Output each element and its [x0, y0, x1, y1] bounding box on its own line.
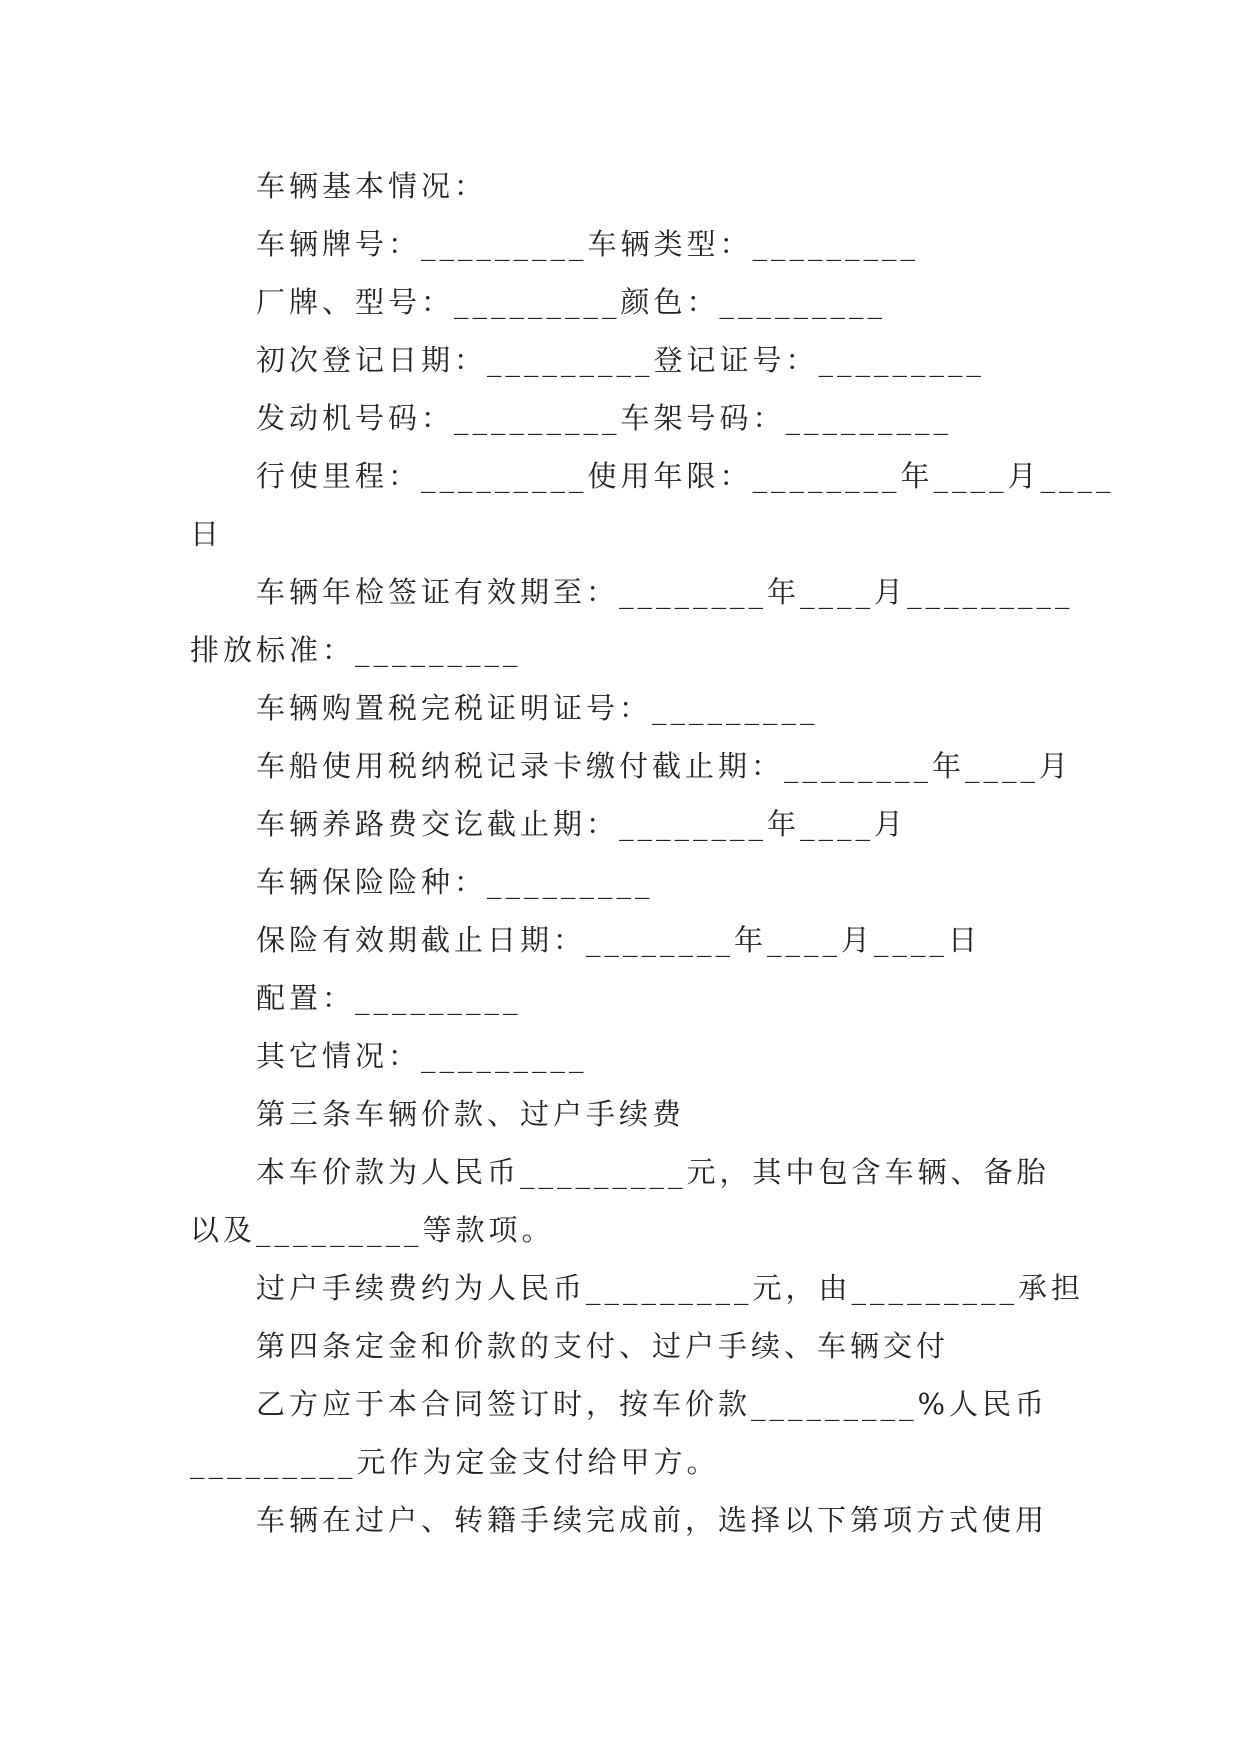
field-road-maintenance-fee: 车辆养路费交讫截止期：________年____月 [256, 807, 908, 841]
article-four-heading: 第四条定金和价款的支付、过户手续、车辆交付 [256, 1329, 950, 1363]
clause-deposit-continuation: _________元作为定金支付给甲方。 [190, 1445, 720, 1479]
clause-transfer-fee: 过户手续费约为人民币_________元，由_________承担 [256, 1271, 1085, 1305]
field-registration-date-and-number: 初次登记日期：_________登记证号：_________ [256, 343, 986, 377]
field-purchase-tax-certificate: 车辆购置税完税证明证号：_________ [256, 691, 819, 725]
field-plate-and-type: 车辆牌号：_________车辆类型：_________ [256, 227, 920, 261]
field-brand-and-color: 厂牌、型号：_________颜色：_________ [256, 285, 887, 319]
field-emission-standard: 排放标准：_________ [190, 633, 522, 667]
contract-body [190, 157, 1115, 1549]
section-heading-vehicle-info: 车辆基本情况： [256, 169, 488, 203]
field-mileage-and-service-life: 行使里程：_________使用年限：________年____月____ [256, 459, 1115, 493]
clause-vehicle-price: 本车价款为人民币_________元，其中包含车辆、备胎 [256, 1155, 1050, 1189]
field-annual-inspection: 车辆年检签证有效期至：________年____月_________ [256, 575, 1074, 609]
clause-vehicle-price-continuation: 以及_________等款项。 [190, 1213, 555, 1247]
field-other-info: 其它情况：_________ [256, 1039, 588, 1073]
field-insurance-type: 车辆保险险种：_________ [256, 865, 654, 899]
clause-usage-before-transfer: 车辆在过户、转籍手续完成前，选择以下第项方式使用 [256, 1503, 1049, 1537]
field-insurance-expiry: 保险有效期截止日期：________年____月____日 [256, 923, 982, 957]
field-vehicle-vessel-tax: 车船使用税纳税记录卡缴付截止期：________年____月 [256, 749, 1073, 783]
article-three-heading: 第三条车辆价款、过户手续费 [256, 1097, 686, 1131]
field-mileage-continuation: 日 [190, 517, 224, 551]
clause-deposit: 乙方应于本合同签订时，按车价款_________%人民币 [256, 1387, 1049, 1421]
field-engine-and-frame-number: 发动机号码：_________车架号码：_________ [256, 401, 953, 435]
field-configuration: 配置：_________ [256, 981, 522, 1015]
